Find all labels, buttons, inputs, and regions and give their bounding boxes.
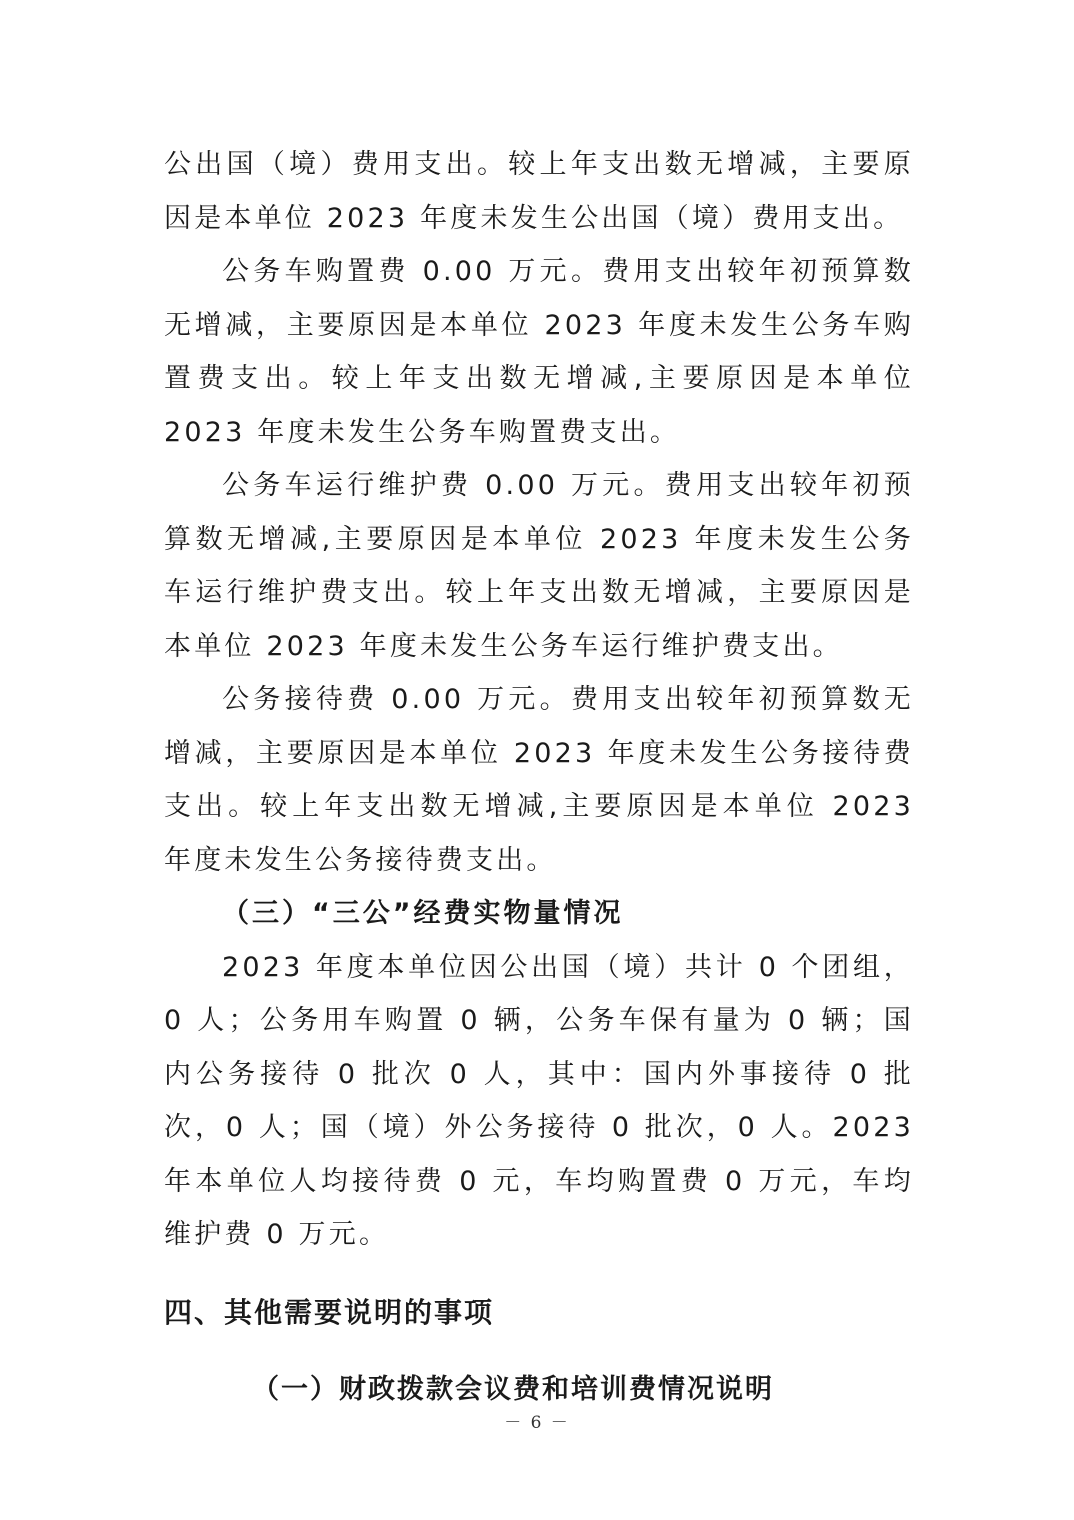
- paragraph-physical-quantity: 2023 年度本单位因公出国（境）共计 0 个团组，0 人；公务用车购置 0 辆，公务车保有量为 0 辆；国内公务接待 0 批次 0 人，其中：国内外事接待 0 批次，0 人；国（境）外公务接待 0 批次，0 人。2023 年本单位人均接待费 0 元，车均购置费 0 万元，车均维护费 0 万元。: [164, 951, 914, 1250]
- paragraph-overseas-continued: 公出国（境）费用支出。较上年支出数无增减，主要原因是本单位 2023 年度未发生公出国（境）费用支出。: [164, 149, 914, 234]
- section-heading-other-matters: 四、其他需要说明的事项: [164, 1295, 495, 1329]
- document-body: [164, 138, 914, 1417]
- paragraph-vehicle-purchase: 公务车购置费 0.00 万元。费用支出较年初预算数无增减，主要原因是本单位 2023 年度未发生公务车购置费支出。较上年支出数无增减,主要原因是本单位 2023 年度未发生公务车购置费支出。: [164, 256, 914, 448]
- subheading-meeting-training: （一）财政拨款会议费和培训费情况说明: [252, 1374, 774, 1405]
- page-number: － 6 －: [504, 1413, 570, 1433]
- paragraph-reception: 公务接待费 0.00 万元。费用支出较年初预算数无增减，主要原因是本单位 2023 年度未发生公务接待费支出。较上年支出数无增减,主要原因是本单位 2023 年度未发生公务接待费支出。: [164, 684, 914, 876]
- paragraph-vehicle-maintenance: 公务车运行维护费 0.00 万元。费用支出较年初预算数无增减,主要原因是本单位 2023 年度未发生公务车运行维护费支出。较上年支出数无增减，主要原因是本单位 2023 年度未发生公务车运行维护费支出。: [164, 470, 914, 662]
- subheading-physical-quantity: （三）“三公”经费实物量情况: [222, 898, 624, 929]
